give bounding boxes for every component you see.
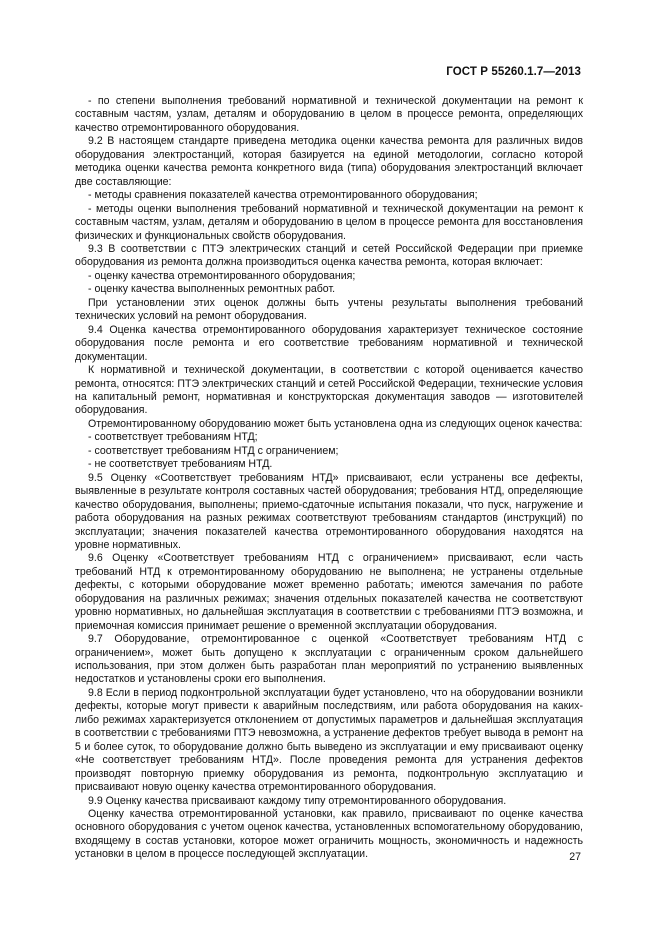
paragraph: - оценку качества выполненных ремонтных работ. [88,283,336,296]
paragraph: 9.5 Оценку «Соответствует требованиям НТД» присваивают, если устранены все дефекты, выявленные в результате контроля составных частей оборудования; требования НТД, определяющие качество оборудования, выполнены; приемо-сдаточные испытания показали, что пуск, нагружение и работа оборудования на разных режимах соответствуют требованиям стандартов (инструкций) по эксплуатации; значения показателей качества отремонтированного оборудования находятся на уровне нормативных. [75,471,583,551]
page-number: 27 [569,851,581,863]
paragraph: - методы сравнения показателей качества отремонтированного оборудования; [88,189,478,202]
paragraph: - соответствует требованиям НТД; [88,431,258,444]
paragraph: - соответствует требованиям НТД с ограничением; [88,444,339,457]
paragraph: 9.3 В соответствии с ПТЭ электрических станций и сетей Российской Федерации при приемке оборудования из ремонта должна производиться оценка качества ремонта, которая включает: [75,242,583,269]
document-body [75,95,583,862]
paragraph: - по степени выполнения требований нормативной и технической документации на ремонт к составным частям, узлам, деталям и оборудованию в целом в процессе ремонта, определяющих качество отремонтированного оборудования. [75,95,583,134]
paragraph: Отремонтированному оборудованию может быть установлена одна из следующих оценок качества: [88,417,583,430]
paragraph: Оценку качества отремонтированной установки, как правило, присваивают по оценке качества основного оборудования с учетом оценок качества, установленных вспомогательному оборудованию, входящему в состав установки, которое может ограничить мощность, экономичность и надежность установки в целом в процессе последующей эксплуатации. [75,808,583,861]
paragraph: - оценку качества отремонтированного оборудования; [88,269,356,282]
paragraph: К нормативной и технической документации, в соответствии с которой оценивается качество ремонта, относятся: ПТЭ электрических станций и сетей Российской Федерации, технические условия на капитальный ремонт, нормативная и конструкторская документация заводов — изготовителей оборудования. [75,364,583,417]
paragraph: - методы оценки выполнения требований нормативной и технической документации на ремонт к составным частям, узлам, деталям и оборудованию в целом в процессе ремонта для восстановления физических и функциональных свойств оборудования. [75,202,583,242]
paragraph: - не соответствует требованиям НТД. [88,458,273,471]
paragraph: 9.8 Если в период подконтрольной эксплуатации будет установлено, что на оборудовании возникли дефекты, которые могут привести к аварийным последствиям, или работа оборудования на каких-либо режимах характеризуется отклонением от допустимых параметров и дальнейшая эксплуатация в соответствии с требованиями ПТЭ невозможна, а устранение дефектов требует вывода в ремонт на 5 и более суток, то оборудование должно быть выведено из эксплуатации и ему присваивают оценку «Не соответствует требованиям НТД». После проведения ремонта для устранения дефектов производят повторную приемку оборудования из ремонта, подконтрольную эксплуатацию и присваивают новую оценку качества отремонтированного оборудования. [75,686,583,794]
paragraph: 9.2 В настоящем стандарте приведена методика оценки качества ремонта для различных видов оборудования электростанций, которая базируется на единой методологии, согласно которой методика оценки качества ремонта конкретного вида (типа) оборудования электростанций включает две составляющие: [75,135,583,188]
paragraph: При установлении этих оценок должны быть учтены результаты выполнения требований технических условий на ремонт оборудования. [75,296,583,323]
paragraph: 9.4 Оценка качества отремонтированного оборудования характеризует техническое состояние оборудования после ремонта и его соответствие требованиям нормативной и технической документации. [75,323,583,363]
paragraph: 9.6 Оценку «Соответствует требованиям НТД с ограничением» присваивают, если часть требований НТД к отремонтированному оборудованию не выполнена; не устранены отдельные дефекты, с которыми оборудование может временно работать; имеются замечания по работе оборудования на различных режимах; значения отдельных показателей качества не соответствуют уровню нормативных, но дальнейшая эксплуатация в соответствии с требованиями ПТЭ возможна, и приемочная комиссия принимает решение о временной эксплуатации оборудования. [75,552,583,632]
standard-code-header: ГОСТ Р 55260.1.7—2013 [446,66,581,78]
paragraph: 9.7 Оборудование, отремонтированное с оценкой «Соответствует требованиям НТД с ограничением», может быть допущено к эксплуатации с ограниченным сроком дальнейшего использования, при этом должен быть разработан план мероприятий по устранению выявленных недостатков и установлены сроки его выполнения. [75,633,583,686]
paragraph: 9.9 Оценку качества присваивают каждому типу отремонтированного оборудования. [88,794,507,807]
